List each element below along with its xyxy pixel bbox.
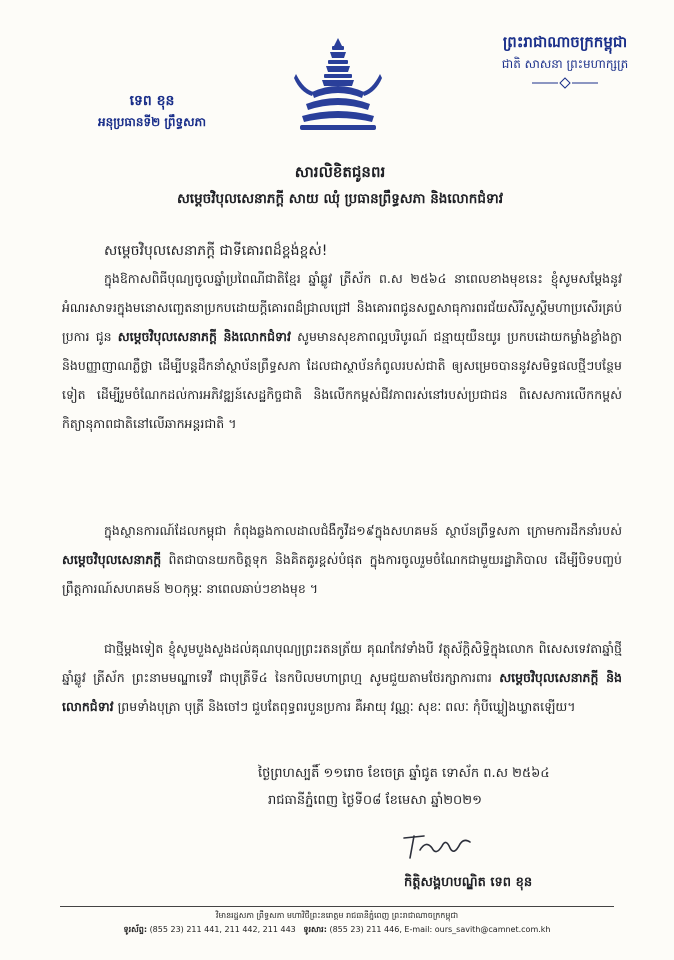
paragraph-1-text-a: ក្នុងឱកាសពិធីបុណ្យចូលឆ្នាំប្រពៃណីជាតិខ្មែរ ឆ្នាំឆ្លូវ ត្រីស័ក ព.ស ២៥៦៤ នាពេលខាងមុខនេះ ខ្ញុំសូមសម្តែងនូវអំណរសាទរក្នុងមនោសញ្ចេតនាប្រកបដោយក្តីគោរពដ៏ជ្រាលជ្រៅ និងគោរពជូនសព្ទសាធុការពរជ័យសិរីសួស្តីមហាប្រសើរគ្រប់ប្រការ ជូន <box>62 271 622 344</box>
signer-name: កិត្តិសង្គហបណ្ឌិត ទេព ខុន <box>404 875 533 890</box>
handwritten-signature-icon <box>398 826 478 870</box>
date-solar: រាជធានីភ្នំពេញ ថ្ងៃទី០៨ ខែមេសា ឆ្នាំ២០២១ <box>268 793 482 808</box>
national-motto: ជាតិ សាសនា ព្រះមហាក្សត្រ <box>501 57 629 71</box>
paragraph-2-text-c: ពិតជាបានយកចិត្តទុក និងគិតគូរខ្ពស់បំផុត ក្នុងការចូលរួមចំណែកជាមួយរដ្ឋាភិបាល ដើម្បីបិទបញ្ចប់ព្រឹត្តការណ៍សហគមន៍ ២០កុម្ភៈ នាពេលឆាប់ៗខាងមុខ ។ <box>62 552 622 596</box>
fax-email: (855 23) 211 446, E-mail: ours_savith@camnet.com.kh <box>329 925 551 934</box>
sender-name: ទេព ខុន <box>129 93 175 109</box>
footer-address: វិមានរដ្ឋសភា ព្រឹទ្ធសភា មហាវិថីព្រះនរោត្តម រាជធានីភ្នំពេញ ព្រះរាជាណាចក្រកម្ពុជា <box>215 911 459 920</box>
paragraph-2-addressee: សម្តេចវិបុលសេនាភក្តី <box>62 552 162 567</box>
kingdom-name: ព្រះរាជាណាចក្រកម្ពុជា <box>502 33 628 51</box>
paragraph-2-text-a: ក្នុងស្ថានការណ៍ដែលកម្ពុជា កំពុងឆ្លងកាលដាលជំងឺកូវីដ១៩ក្នុងសហគមន៍ ស្ថាប័នព្រឹទ្ធសភា ក្រោមការដឹកនាំរបស់ <box>104 523 622 538</box>
ornament-divider-icon <box>530 76 600 90</box>
paragraph-2 <box>62 516 622 603</box>
paragraph-3-addressee: សម្តេចវិបុលសេនាភក្តី និងលោកជំទាវ <box>62 670 622 714</box>
kingdom-header <box>460 30 670 90</box>
sender-block <box>62 90 242 132</box>
salutation: សម្តេចវិបុលសេនាភក្តី ជាទីគោរពដ៏ខ្ពង់ខ្ពស់! <box>104 243 328 259</box>
sender-title: អនុប្រធានទី២ ព្រឹទ្ធសភា <box>97 115 206 129</box>
paragraph-3 <box>62 634 622 721</box>
paragraph-3-text-a: ជាថ្មីម្តងទៀត ខ្ញុំសូមបួងសួងដល់គុណបុណ្យព្រះរតនត្រ័យ គុណកែវទាំងបី វត្ថុស័ក្តិសិទ្ធិក្នុងលោក ពិសេសទេវតាឆ្នាំថ្មី ឆ្នាំឆ្លូវ ត្រីស័ក ព្រះនាមមណ្ឌាទេវី ជាបុត្រីទី៤ នៃកបិលមហាព្រហ្ម សូមជួយតាមថែរក្សាការពារ <box>62 641 622 685</box>
paragraph-1-text-c: សូមមានសុខភាពល្អបរិបូរណ៍ ជន្មាយុយឺនយូរ ប្រកបដោយកម្លាំងខ្លាំងក្លា និងបញ្ញាញាណភ្លឺថ្លា ដើម្បីបន្តដឹកនាំស្ថាប័នព្រឹទ្ធសភា ដែលជាស្ថាប័នកំពូលរបស់ជាតិ ឲ្យសម្រេចបាននូវសមិទ្ធផលថ្មីៗបន្ថែមទៀត ដើម្បីរួមចំណែកដល់ការអភិវឌ្ឍន៍សេដ្ឋកិច្ចជាតិ និងលើកកម្ពស់ជីវភាពរស់នៅរបស់ប្រជាជន ពិសេសការលើកកម្ពស់កិត្យានុភាពជាតិនៅលើឆាកអន្តរជាតិ ។ <box>62 329 622 431</box>
paragraph-3-text-c: ព្រមទាំងបុត្រា បុត្រី និងចៅៗ ជួបតែពុទ្ធពរបួនប្រការ គឺអាយុ វណ្ណៈ សុខៈ ពលៈ កុំបីឃ្លៀងឃ្លាតឡើយ។ <box>117 699 576 714</box>
paragraph-1-addressee: សម្តេចវិបុលសេនាភក្តី និងលោកជំទាវ <box>117 329 291 344</box>
phone-label: ទូរស័ព្ទ: <box>123 925 148 934</box>
footer-divider <box>60 906 614 907</box>
letter-title-line1: សារលិខិតជូនពរ <box>294 163 386 181</box>
phone-number: (855 23) 211 441, 211 442, 211 443 <box>149 925 296 934</box>
footer-contact <box>60 924 614 935</box>
senate-emblem-icon <box>292 34 384 134</box>
paragraph-1 <box>62 264 622 438</box>
letter-title <box>40 158 640 212</box>
date-lunar: ថ្ងៃព្រហស្បតិ៍ ១១រោច ខែចេត្រ ឆ្នាំជូត ទោស័ក ព.ស ២៥៦៤ <box>258 766 550 781</box>
letter-title-line2: សម្តេចវិបុលសេនាភក្តី សាយ ឈុំ ប្រធានព្រឹទ្ធសភា និងលោកជំទាវ <box>176 191 504 207</box>
fax-label: ទូរសារ: <box>303 925 327 934</box>
